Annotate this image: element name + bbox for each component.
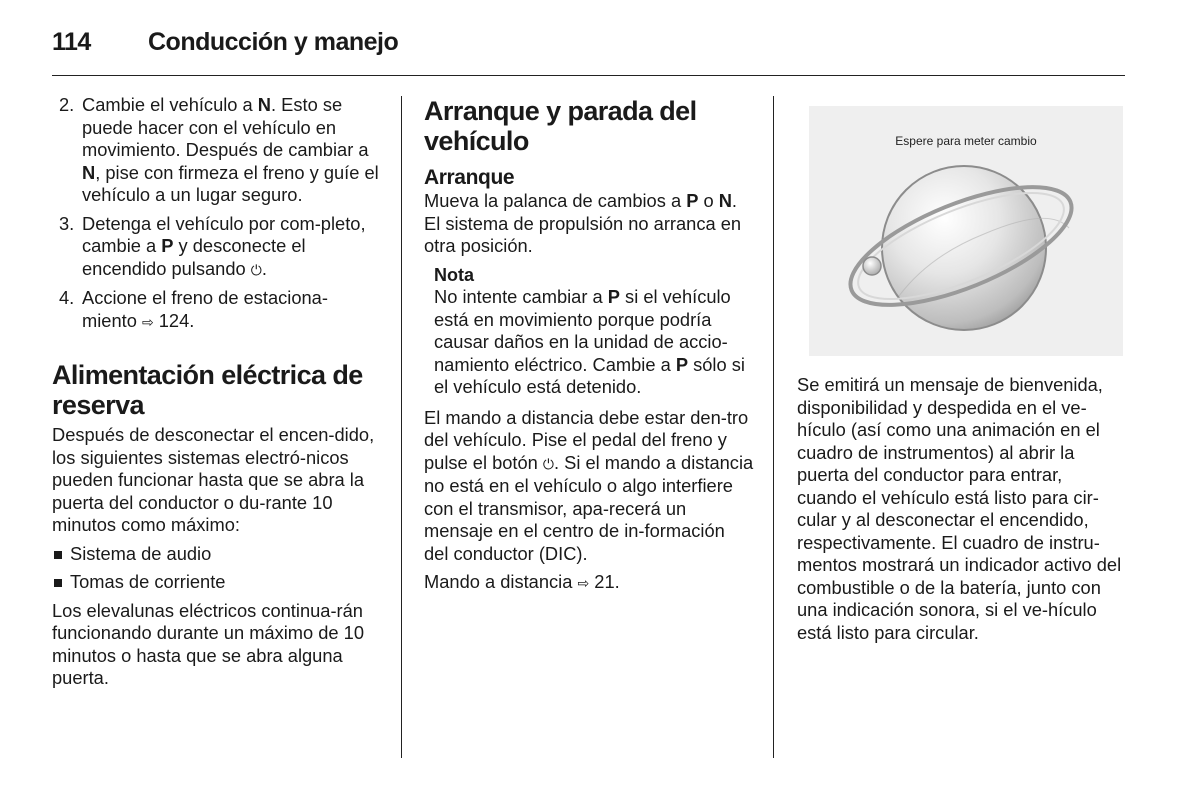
remote-paragraph: El mando a distancia debe estar den-tro del vehículo. Pise el pedal del freno y pulse el botón ⏻. Si el mando a distancia no está en el vehículo o algo interfiere con el transmisor, apa-recerá un mensaje en el centro de in-formación del conductor (DIC). bbox=[424, 406, 754, 564]
column-2 bbox=[424, 94, 754, 601]
note-text: No intente cambiar a P si el vehículo está en movimiento porque podría causar daños en la unidad de accio-namiento eléctrico. Cambie a P sólo si el vehículo está detenido. bbox=[434, 286, 745, 397]
step-item bbox=[52, 213, 382, 282]
bullet-square-icon bbox=[54, 551, 62, 559]
step-text: Detenga el vehículo por com-pleto, cambie a P y desconecte el encendido pulsando ⏻. bbox=[82, 212, 366, 279]
column-divider-2 bbox=[773, 96, 774, 758]
header-rule bbox=[52, 75, 1125, 76]
start-stop-heading: Arranque y parada del vehículo bbox=[424, 96, 697, 156]
page-number: 114 bbox=[52, 28, 91, 56]
note-heading: Nota bbox=[434, 264, 474, 285]
step-text: Accione el freno de estaciona-miento ⇨ 124. bbox=[82, 287, 328, 331]
step-number: 3. bbox=[59, 212, 75, 234]
note-box bbox=[424, 264, 754, 399]
steps-list bbox=[52, 94, 382, 333]
page-header bbox=[52, 24, 1125, 64]
bullet-item bbox=[52, 571, 382, 594]
step-item bbox=[52, 287, 382, 333]
step-item bbox=[52, 94, 382, 207]
section-title: Conducción y manejo bbox=[148, 28, 399, 56]
start-subheading: Arranque bbox=[424, 166, 515, 189]
backup-power-intro: Después de desconectar el encen-dido, los siguientes sistemas electró-nicos pueden funcionar hasta que se abra la puerta del conductor o du-rante 10 minutos como máximo: bbox=[52, 424, 375, 535]
step-number: 2. bbox=[59, 94, 75, 115]
step-text: Cambie el vehículo a N. Esto se puede hacer con el vehículo en movimiento. Después de cambiar a N, pise con firmeza el freno y guíe el vehículo a un lugar seguro. bbox=[82, 94, 379, 205]
column-3 bbox=[797, 94, 1127, 650]
dic-message-caption: Espere para meter cambio bbox=[895, 134, 1037, 148]
column-1 bbox=[52, 94, 382, 696]
bullet-text: Tomas de corriente bbox=[70, 571, 226, 592]
backup-power-heading: Alimentación eléctrica de reserva bbox=[52, 360, 363, 420]
remote-reference: Mando a distancia ⇨ 21. bbox=[424, 571, 620, 592]
welcome-message-paragraph: Se emitirá un mensaje de bienvenida, disponibilidad y despedida en el ve-hículo (así como una animación en el cuadro de instrumentos) al abrir la puerta del conductor para entrar, cuando el vehículo está listo para cir-cular y al desconectar el encendido, respectivamente. El cuadro de instru-mentos mostrará un indicador activo del combustible o de la batería, junto con una indicación sonora, si el ve-hículo está listo para circular. bbox=[797, 374, 1122, 643]
step-number: 4. bbox=[59, 287, 75, 308]
start-paragraph: Mueva la palanca de cambios a P o N. El sistema de propulsión no arranca en otra posición. bbox=[424, 190, 742, 256]
column-divider-1 bbox=[401, 96, 402, 758]
bullet-text: Sistema de audio bbox=[70, 542, 212, 564]
backup-power-outro: Los elevalunas eléctricos continua-rán funcionando durante un máximo de 10 minutos o hasta que se abra alguna puerta. bbox=[52, 599, 365, 688]
bullet-item bbox=[52, 543, 382, 566]
bullet-square-icon bbox=[54, 579, 62, 587]
dic-animation-figure bbox=[809, 106, 1123, 356]
